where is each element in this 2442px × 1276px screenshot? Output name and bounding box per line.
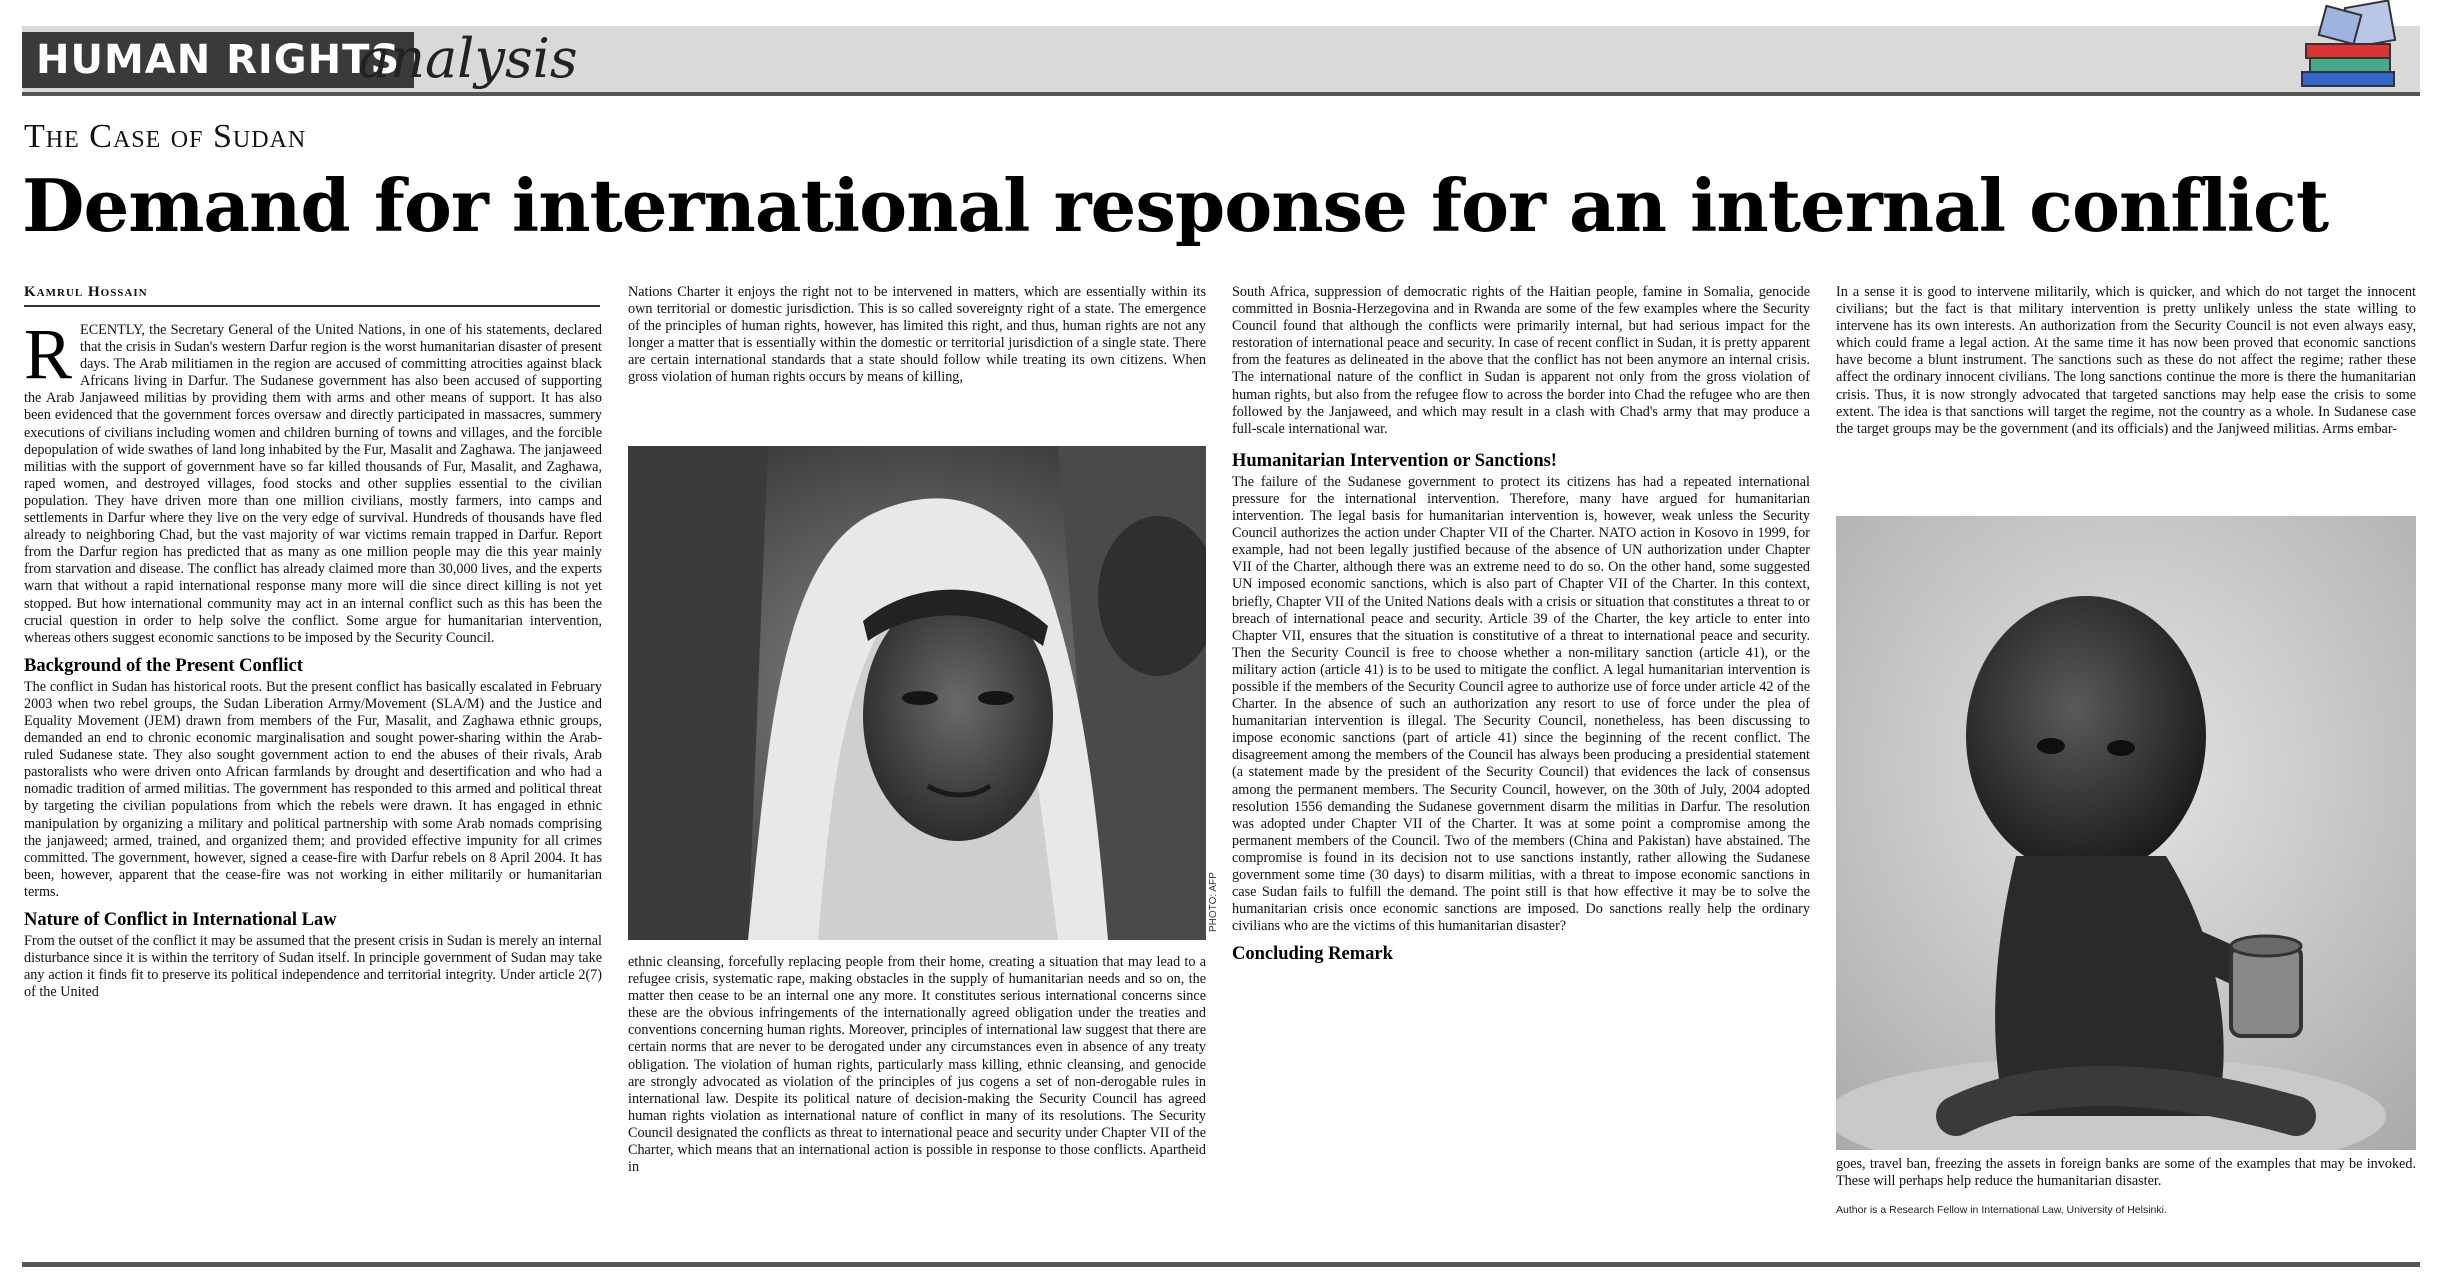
photo-woman: [628, 446, 1206, 940]
headline: Demand for international response for an internal conflict: [22, 163, 2329, 248]
section-subtitle: analysis: [358, 27, 578, 90]
paragraph: From the outset of the conflict it may be assumed that the present crisis in Sudan is merely an internal disturbance since it is within the territory of Sudan itself. In principle government of Sudan may take any action it finds fit to preserve its political independence and territorial integrity. Under article 2(7) of the United: [24, 933, 602, 1001]
paragraph: ethnic cleansing, forcefully replacing people from their home, creating a situation that may lead to a refugee crisis, systematic rape, making obstacles in the supply of humanitarian needs and so on, the matter then cease to be an internal one any more. It constitutes serious international concerns since these are the obvious infringements of the internationally agreed obligation under the treaties and conventions concerning human rights. Moreover, principles of international law suggest that there are certain norms that are never to be derogated under any circumstances even in absence of any treaty obligation. The violation of human rights, particularly mass killing, ethnic cleansing, and genocide are strongly advocated as violation of the principles of jus cogens a set of non-derogable rules in international law. Despite its political nature of decision-making the Security Council has agreed human rights violation as international nature of conflict in many of its resolutions. The Security Council designated the conflicts as threat to international peace and security under Chapter VII of the Charter, which means that an international action is possible in response to those conflicts. Apartheid in: [628, 954, 1206, 1176]
paragraph: goes, travel ban, freezing the assets in foreign banks are some of the examples that may be invoked. These will perhaps help reduce the humanitarian disaster.: [1836, 1156, 2416, 1190]
intro-paragraph: RECENTLY, the Secretary General of the United Nations, in one of his statements, declared that the crisis in Sudan's western Darfur region is the worst humanitarian disaster of present days. The Arab militiamen in the region are accused of committing atrocities against black Africans living in Darfur. The Sudanese government has also been accused of supporting the Arab Janjaweed militias by providing them with arms and other means of support. It has also been evidenced that the government forces oversaw and directly participated in massacres, summery executions of civilians including women and children burning of towns and villages, and the forcible depopulation of wide swathes of land long inhabited by the Fur, Masalit and Zaghawa. The janjaweed militias with the support of government have so far killed thousands of Fur, Masalit, and Zaghawa, raped women, and destroyed villages, food stocks and other supplies essential to the civilian population. They have driven more than one million civilians, mostly farmers, into camps and settlements in Darfur where they live on the very edge of survival. Hundreds of thousands have fled already to neighboring Chad, but the vast majority of war victims remain trapped in Darfur. Report from the Darfur region has predicted that as many as one million people may die this year mainly from starvation and disease. The conflict has already claimed more than 30,000 lives, and the experts warn that without a rapid international response many more will die since direct killing is not yet stopped. But how international community may act in an internal conflict such as this has been the crucial question in order to help solve the conflict. Some argue for humanitarian intervention, whereas others suggest economic sanctions to be imposed by the Security Council.: [24, 322, 602, 646]
column-3: [1232, 284, 1810, 1262]
photo-credit: PHOTO: AFP: [1208, 872, 1219, 932]
woman-photo-image: [628, 446, 1206, 940]
subhead-humanitarian: Humanitarian Intervention or Sanctions!: [1232, 450, 1557, 471]
subhead-concluding: Concluding Remark: [1232, 944, 1393, 965]
column-2-top: [628, 284, 1206, 444]
byline: Kamrul Hossain: [24, 284, 600, 307]
paragraph: The conflict in Sudan has historical roots. But the present conflict has basically escalated in February 2003 when two rebel groups, the Sudan Liberation Army/Movement (SLA/M) and the Justice and Equality Movement (JEM) drawn from members of the Fur, Masalit, and Zaghawa ethnic groups, demanded an end to chronic economic marginalisation and sought power-sharing within the Arab-ruled Sudanese state. They also sought government action to end the abuses of their rivals, Arab pastoralists who were driven onto African farmlands by drought and desertification and who had a nomadic tradition of armed militias. The government has responded to this armed and political threat by targeting the civilian populations from which the rebels were drawn. It has engaged in ethnic manipulation by organizing a military and political partnership with some Arab nomads comprising the janjaweed; armed, trained, and organized them; and provided effective impunity for all crimes committed. The government, however, signed a cease-fire with Darfur rebels on 8 April 2004. It has been, however, apparent that the cease-fire was not working in either militarily or humanitarian terms.: [24, 678, 602, 900]
footer-rule: [22, 1262, 2420, 1267]
subhead-nature: Nature of Conflict in International Law: [24, 910, 337, 930]
paragraph: In a sense it is good to intervene militarily, which is quicker, and which do not target the innocent civilians; but the fact is that military intervention is pretty unlikely unless the state willing to intervene has its own interests. An authorization from the Security Council is not even always easy, which could frame a legal action. At the same time it has now been proved that economic sanctions have become a blunt instrument. The sanctions such as these do not affect the regime; rather these affect the ordinary innocent civilians. The long sanctions continue the more is there the humanitarian crisis. Thus, it is now strongly advocated that targeted sanctions may help ease the crisis to some extent. The idea is that sanctions will target the regime, not the country as a whole. In Sudanese case the target groups may be the government (and its officials) and the Janjweed militias. Arms embar-: [1836, 284, 2416, 437]
paragraph: Nations Charter it enjoys the right not to be intervened in matters, which are essentially within its own territorial or domestic jurisdiction. This is so called sovereignty right of a state. The emergence of the principles of human rights, however, has limited this right, and thus, human rights are not any longer a matter that is essentially within the domestic or territorial jurisdiction of a single state. There are certain international standards that a state should follow while treating its own citizens. When gross violation of human rights occurs by means of killing,: [628, 284, 1206, 386]
section-tag: HUMAN RIGHTS: [22, 32, 414, 88]
column-1: [24, 322, 602, 1262]
photo-child: [1836, 516, 2416, 1150]
subhead-background: Background of the Present Conflict: [24, 655, 303, 676]
kicker: The Case of Sudan: [24, 118, 307, 155]
author-note: Author is a Research Fellow in International Law, University of Helsinki.: [1836, 1204, 2167, 1216]
child-photo-image: [1836, 516, 2416, 1150]
paragraph: The failure of the Sudanese government to protect its citizens has had a repeated international pressure for the international intervention. Therefore, many have argued for humanitarian intervention. The legal basis for humanitarian intervention is, however, weak unless the Security Council authorizes the action under Chapter VII of the Charter. NATO action in Kosovo in 1999, for example, had not been legally justified because of the absence of UN authorization under Chapter VII of the Charter, although there was an extreme need to do so. On the other hand, some suggested UN imposed economic sanctions, which is also part of Chapter VII of the Charter. In this context, briefly, Chapter VII of the United Nations deals with a crisis or situation that constitutes a threat to or breach of international peace and security. Article 39 of the Charter, the key article to enter into Chapter VII, ensures that the situation is constitutive of a threat to international peace and security. Then the Security Council is free to choose whether a non-military sanction (article 41), or the military action (article 41) is to be used to mitigate the conflict. A legal humanitarian intervention is possible if the members of the Security Council agree to authorize use of force under article 42 of the Charter. In the absence of such an authorization any resort to use of force under the plea of humanitarian intervention is illegal. The Security Council, nonetheless, has been discussing to impose economic sanctions (part of article 41) since the beginning of the recent conflict. The disagreement among the members of the Council has always been producing a presidential statement (a statement made by the president of the Security Council) that evidences the lack of consensus among the permanent members. The Security Council, however, on the 30th of July, 2004 adopted resolution 1556 demanding the Sudanese government disarm the militias in Darfur. The resolution was adopted under Chapter VII of the Charter. It was at some point a compromise among the permanent members of the Council. Two of the members (China and Pakistan) have abstained. The compromise is found in its decision not to use sanctions instantly, rather allowing the Sudanese government some time (30 days) to disarm militias, with a threat to impose economic sanctions in case Sudan fails to fulfill the demand. The point still is that how effective it may be to solve the humanitarian crisis once economic sanctions are imposed. Do sanctions really help the ordinary civilians who are the victims of this humanitarian disaster?: [1232, 473, 1810, 935]
column-4-bottom: [1836, 1156, 2416, 1202]
column-4-top: [1836, 284, 2416, 504]
column-2-bottom: [628, 954, 1206, 1262]
paragraph: South Africa, suppression of democratic rights of the Haitian people, famine in Somalia, genocide committed in Bosnia-Herzegovina and in Rwanda are some of the few examples where the Security Council found that although the conflicts were primarily internal, but had serious impact for the restoration of international peace and security. In case of recent conflict in Sudan, it is pretty apparent from the features as delineated in the above that the conflict has not been anymore an internal crisis. The international nature of the conflict in Sudan is apparent not only from the gross violation of human rights, but also from the refugee flow to across the border into Chad the refugee who are then followed by the Janjaweed, and which may result in a clash with Chad's army that may produce a full-scale international war.: [1232, 284, 1810, 437]
books-icon: [2288, 0, 2408, 92]
dropcap: R: [24, 322, 73, 394]
